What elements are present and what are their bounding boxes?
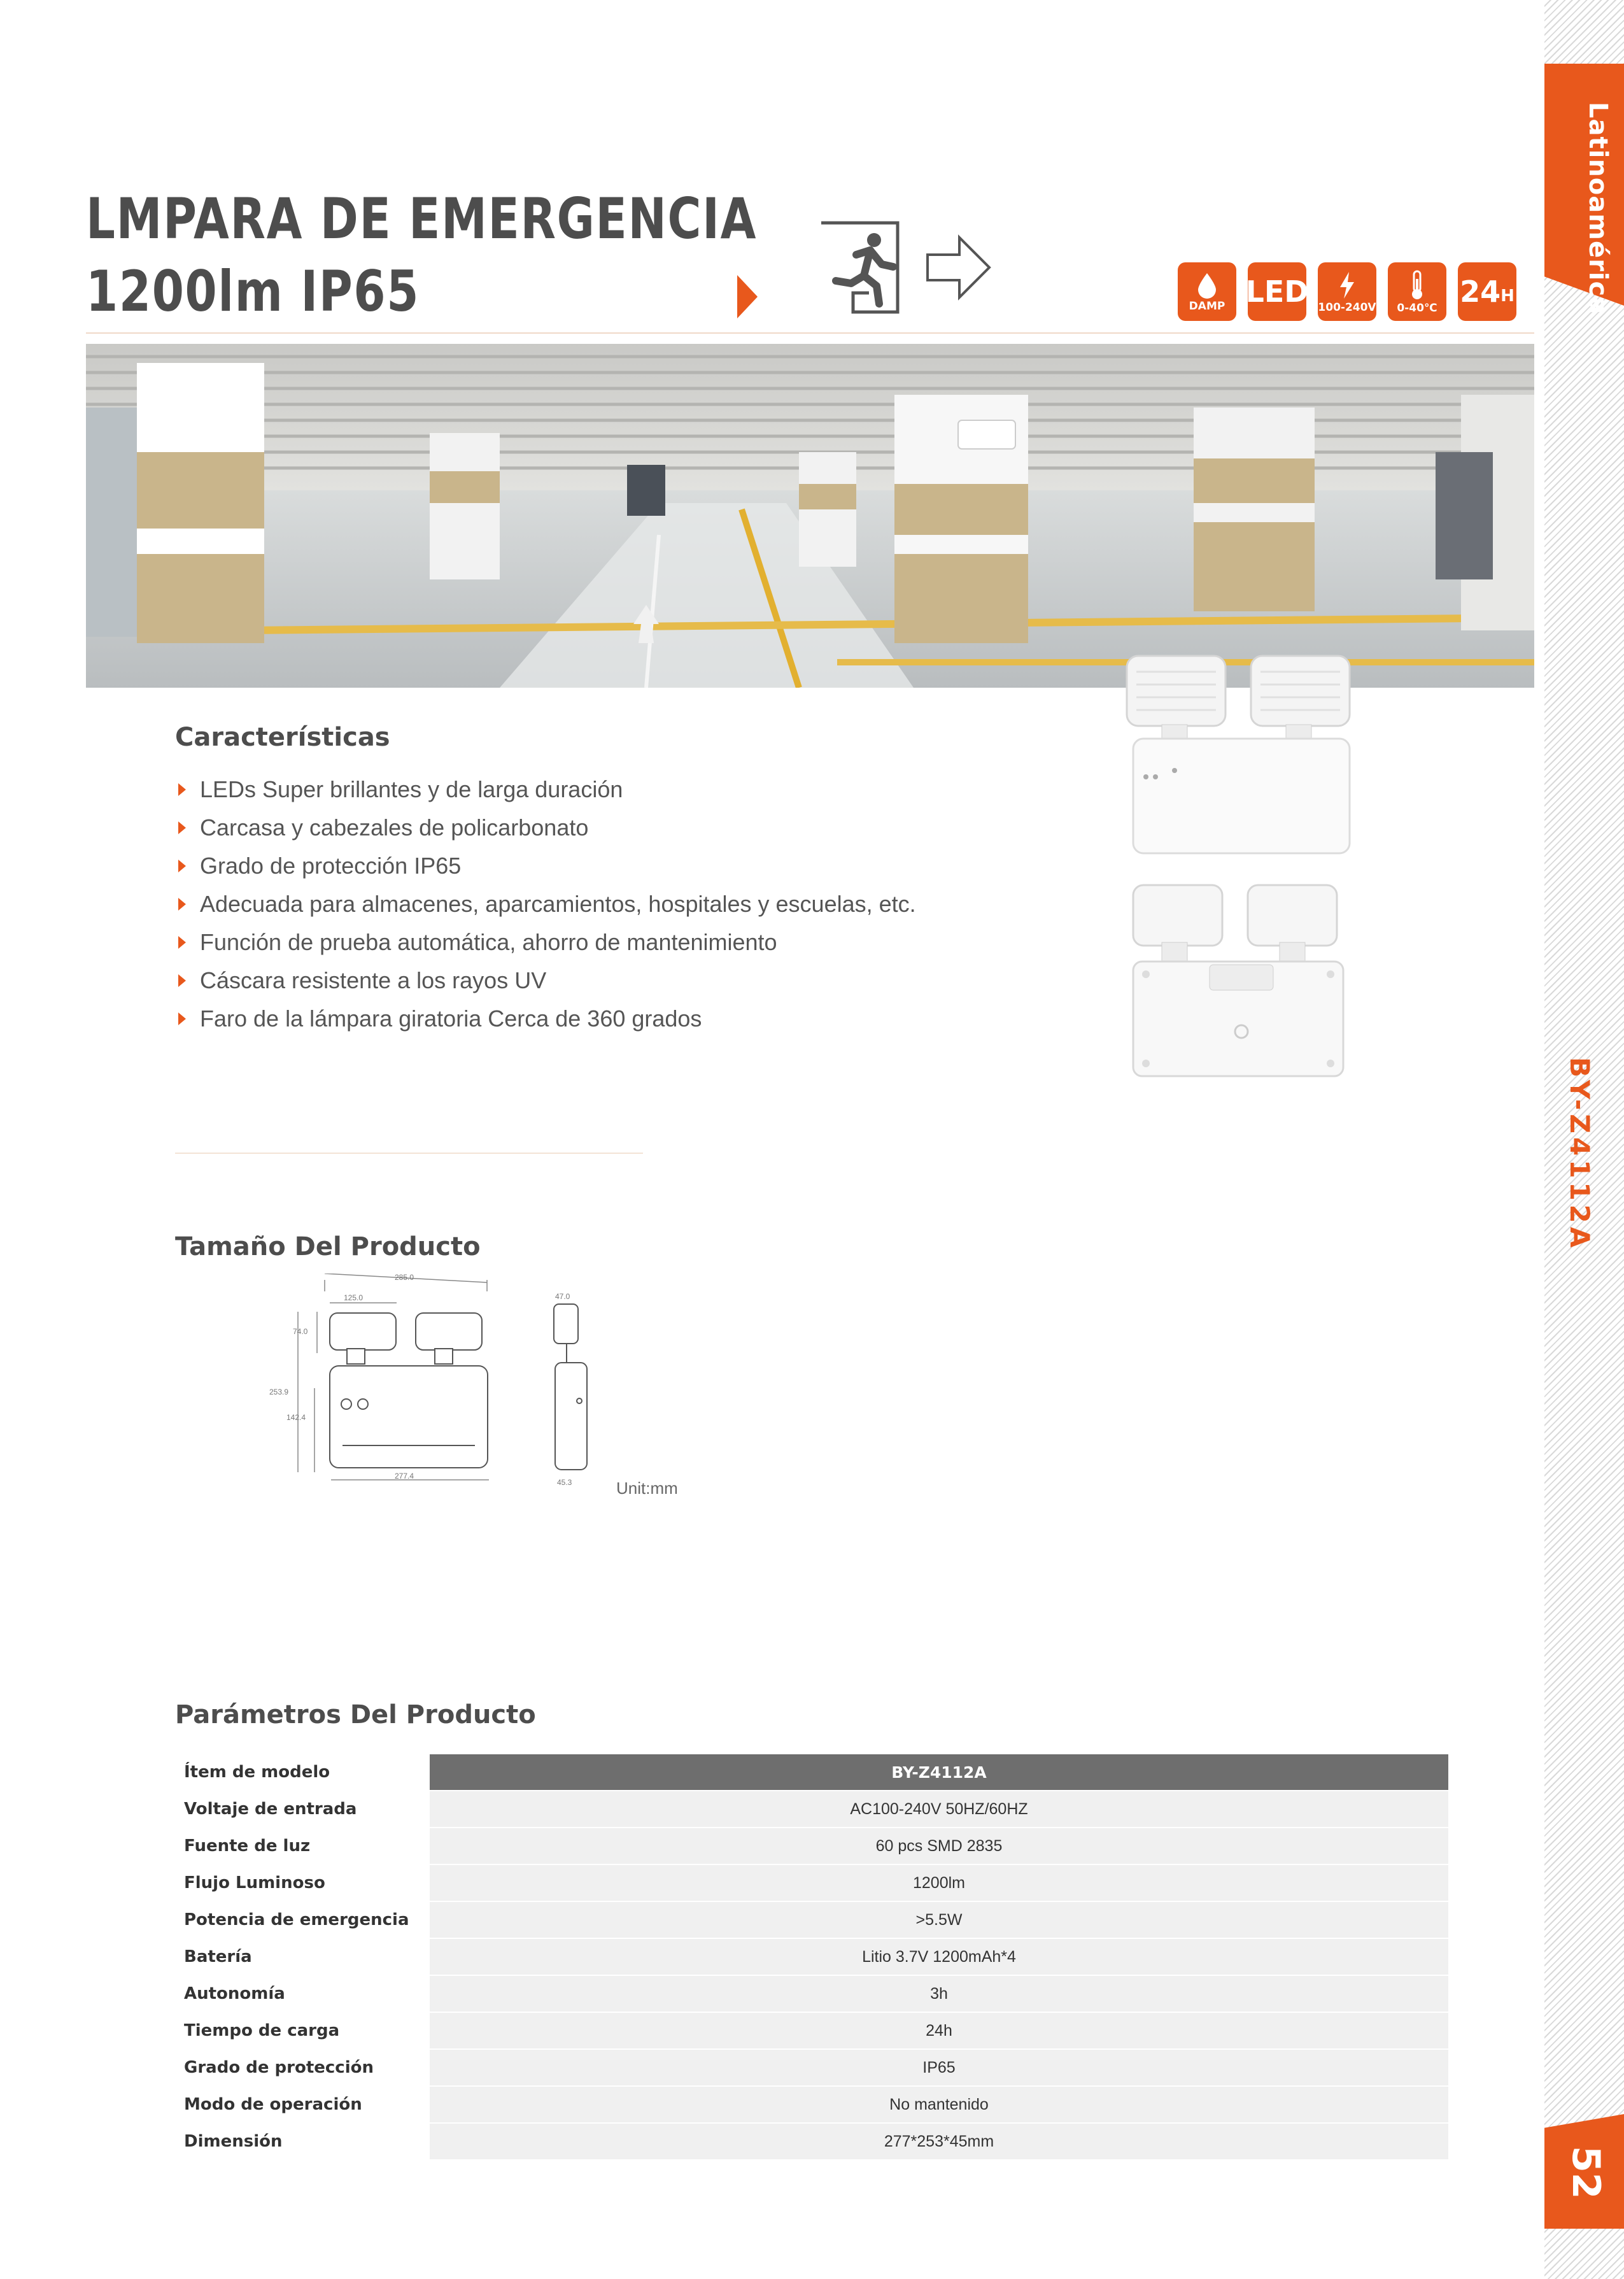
size-heading: Tamaño Del Producto <box>175 1232 481 1261</box>
exit-arrow-icon <box>924 232 994 302</box>
param-value: 60 pcs SMD 2835 <box>430 1828 1448 1864</box>
list-item <box>178 770 916 809</box>
table-row <box>175 1901 1448 1938</box>
param-label: Grado de protección <box>175 2049 430 2086</box>
damp-caption: DAMP <box>1189 299 1225 313</box>
table-row <box>175 2086 1448 2123</box>
characteristic-text: Adecuada para almacenes, aparcamientos, hospitales y escuelas, etc. <box>200 891 916 917</box>
bullet-arrow-icon <box>178 860 186 872</box>
characteristic-text: Función de prueba automática, ahorro de mantenimiento <box>200 929 777 955</box>
table-row <box>175 1754 1448 1791</box>
24h-number: 24 <box>1460 274 1501 309</box>
hero-photo-parking <box>86 344 1534 688</box>
exit-sign-icon <box>818 220 901 315</box>
param-value: >5.5W <box>430 1901 1448 1938</box>
param-label: Dimensión <box>175 2123 430 2160</box>
table-row <box>175 1864 1448 1901</box>
list-item <box>178 923 916 962</box>
bullet-arrow-icon <box>178 1012 186 1025</box>
param-label: Fuente de luz <box>175 1828 430 1864</box>
dim-body-height: 142.4 <box>286 1413 306 1422</box>
lightning-icon <box>1318 262 1376 321</box>
dim-side-top: 47.0 <box>555 1292 570 1301</box>
param-value: AC100-240V 50HZ/60HZ <box>430 1791 1448 1828</box>
param-value: 24h <box>430 2012 1448 2049</box>
characteristic-text: Grado de protección IP65 <box>200 853 462 879</box>
table-row <box>175 1975 1448 2012</box>
param-label: Autonomía <box>175 1975 430 2012</box>
temperature-caption: 0-40℃ <box>1397 301 1437 315</box>
bullet-arrow-icon <box>178 821 186 834</box>
24h-icon <box>1458 262 1516 321</box>
title-line-2: 1200lm IP65 <box>86 259 420 324</box>
param-label: Batería <box>175 1938 430 1975</box>
characteristics-heading: Características <box>175 723 390 752</box>
characteristics-list <box>178 770 916 1038</box>
table-row <box>175 1938 1448 1975</box>
bullet-arrow-icon <box>178 974 186 987</box>
title-arrow-icon <box>737 275 758 318</box>
table-row <box>175 2012 1448 2049</box>
bullet-arrow-icon <box>178 783 186 796</box>
dim-top-width: 285.0 <box>395 1274 414 1282</box>
list-item <box>178 885 916 923</box>
table-row <box>175 1791 1448 1828</box>
param-label: Modo de operación <box>175 2086 430 2123</box>
param-value: Litio 3.7V 1200mAh*4 <box>430 1938 1448 1975</box>
characteristic-text: LEDs Super brillantes y de larga duración <box>200 776 623 802</box>
dimension-drawing <box>267 1274 598 1496</box>
params-table <box>175 1754 1448 2161</box>
voltage-caption: 100-240V <box>1318 301 1376 314</box>
dim-body-width: 277.4 <box>395 1472 414 1480</box>
dim-total-height: 253.9 <box>269 1388 289 1396</box>
product-photo-back <box>1127 879 1356 1083</box>
parking-illustration <box>86 344 1534 688</box>
param-label: Tiempo de carga <box>175 2012 430 2049</box>
list-item <box>178 962 916 1000</box>
list-item <box>178 809 916 847</box>
param-value: 1200lm <box>430 1864 1448 1901</box>
bullet-arrow-icon <box>178 898 186 911</box>
unit-label: Unit:mm <box>616 1479 678 1498</box>
led-icon <box>1245 262 1309 321</box>
param-value: 277*253*45mm <box>430 2123 1448 2160</box>
side-model-label: BY-Z4112A <box>1564 1057 1595 1252</box>
table-row <box>175 2049 1448 2086</box>
led-caption: LED <box>1245 274 1309 309</box>
dim-head-width: 125.0 <box>344 1293 364 1302</box>
param-value: 3h <box>430 1975 1448 2012</box>
param-label: Potencia de emergencia <box>175 1901 430 1938</box>
24h-suffix: H <box>1500 287 1515 306</box>
bullet-arrow-icon <box>178 936 186 949</box>
param-label: Flujo Luminoso <box>175 1864 430 1901</box>
feature-icons <box>1178 262 1516 321</box>
page-title <box>86 186 904 324</box>
characteristic-text: Cáscara resistente a los rayos UV <box>200 967 547 993</box>
droplet-icon <box>1178 262 1236 321</box>
param-label: Voltaje de entrada <box>175 1791 430 1828</box>
param-value: BY-Z4112A <box>430 1754 1448 1791</box>
params-heading: Parámetros Del Producto <box>175 1700 536 1729</box>
list-item <box>178 1000 916 1038</box>
page-number: 52 <box>1564 2146 1608 2199</box>
dim-head-height: 74.0 <box>293 1327 308 1336</box>
product-photo-front <box>1120 650 1362 860</box>
list-item <box>178 847 916 885</box>
region-label: Latinoamérica <box>1583 102 1613 315</box>
param-value: No mantenido <box>430 2086 1448 2123</box>
characteristic-text: Carcasa y cabezales de policarbonato <box>200 814 589 841</box>
thermometer-icon <box>1388 262 1446 321</box>
table-row <box>175 1828 1448 1864</box>
title-line-1: LMPARA DE EMERGENCIA <box>86 186 758 252</box>
title-divider <box>86 332 1534 334</box>
param-value: IP65 <box>430 2049 1448 2086</box>
section-divider <box>175 1153 643 1154</box>
characteristic-text: Faro de la lámpara giratoria Cerca de 360 grados <box>200 1005 702 1032</box>
param-label: Ítem de modelo <box>175 1754 430 1791</box>
dim-side-bottom: 45.3 <box>557 1478 572 1487</box>
table-row <box>175 2123 1448 2160</box>
